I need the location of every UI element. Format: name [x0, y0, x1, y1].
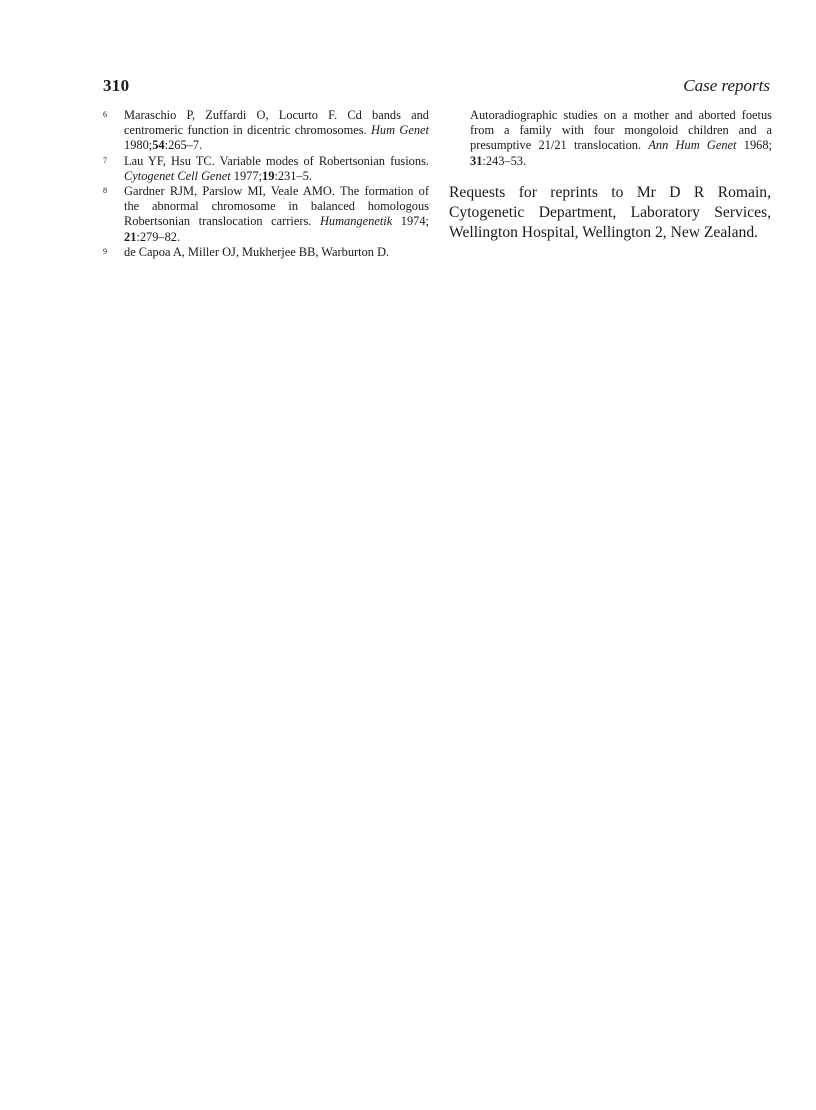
volume-number: 31 — [470, 153, 483, 168]
page-number: 310 — [103, 76, 130, 95]
reference-segment: 1977; — [230, 168, 262, 183]
reference-segment: Gardner RJM, Parslow MI, Veale AMO. The formation of the abnormal chromosome in balanced homologous Robertsonian translocation carriers. — [124, 184, 429, 229]
reference-segment: 1968; — [736, 138, 772, 153]
reference-number: 9 — [103, 246, 107, 256]
reference-segment: :279–82. — [136, 229, 181, 244]
reference-segment: de Capoa A, Miller OJ, Mukherjee BB, Warburton D. — [124, 244, 390, 259]
reference-text — [124, 245, 389, 259]
volume-number: 54 — [152, 138, 165, 153]
reference-number: 8 — [103, 186, 107, 196]
reference-item — [103, 154, 429, 184]
reference-item — [103, 184, 429, 245]
journal-name: Humangenetik — [319, 214, 393, 229]
reference-segment: 1980; — [124, 138, 153, 153]
reprints-request: Requests for reprints to Mr D R Romain, Cytogenetic Department, Laboratory Services, Wellington Hospital, Wellington 2, New Zealand. — [449, 184, 771, 241]
journal-name: Hum Genet — [370, 123, 429, 138]
reference-text — [124, 154, 429, 183]
reference-segment: Maraschio P, Zuffardi O, Locurto F. Cd bands and centromeric function in dicentric chromosomes. — [124, 108, 429, 138]
reference-item — [103, 108, 429, 154]
volume-number: 19 — [262, 168, 275, 183]
reference-item — [103, 245, 429, 260]
journal-name: Cytogenet Cell Genet — [124, 168, 231, 183]
reference-segment: :265–7. — [164, 138, 203, 153]
volume-number: 21 — [124, 229, 137, 244]
journal-name: Ann Hum Genet — [648, 138, 737, 153]
reference-text — [124, 184, 429, 244]
reference-segment: 1974; — [392, 214, 429, 229]
reference-segment: :231–5. — [274, 168, 312, 183]
reference-continuation — [470, 108, 772, 169]
running-head: Case reports — [683, 76, 770, 95]
reference-segment: Autoradiographic studies on a mother and aborted foetus from a family with four mongoloid children and a presumptive 21/21 translocation. — [470, 108, 772, 153]
reference-text — [124, 108, 429, 152]
reference-list — [103, 108, 429, 260]
reference-segment: Lau YF, Hsu TC. Variable modes of Robertsonian fusions. — [124, 153, 429, 168]
reference-number: 6 — [103, 110, 107, 119]
reference-continuation-text — [470, 108, 772, 169]
reference-number: 7 — [103, 155, 107, 165]
reference-segment: :243–53. — [482, 153, 527, 168]
